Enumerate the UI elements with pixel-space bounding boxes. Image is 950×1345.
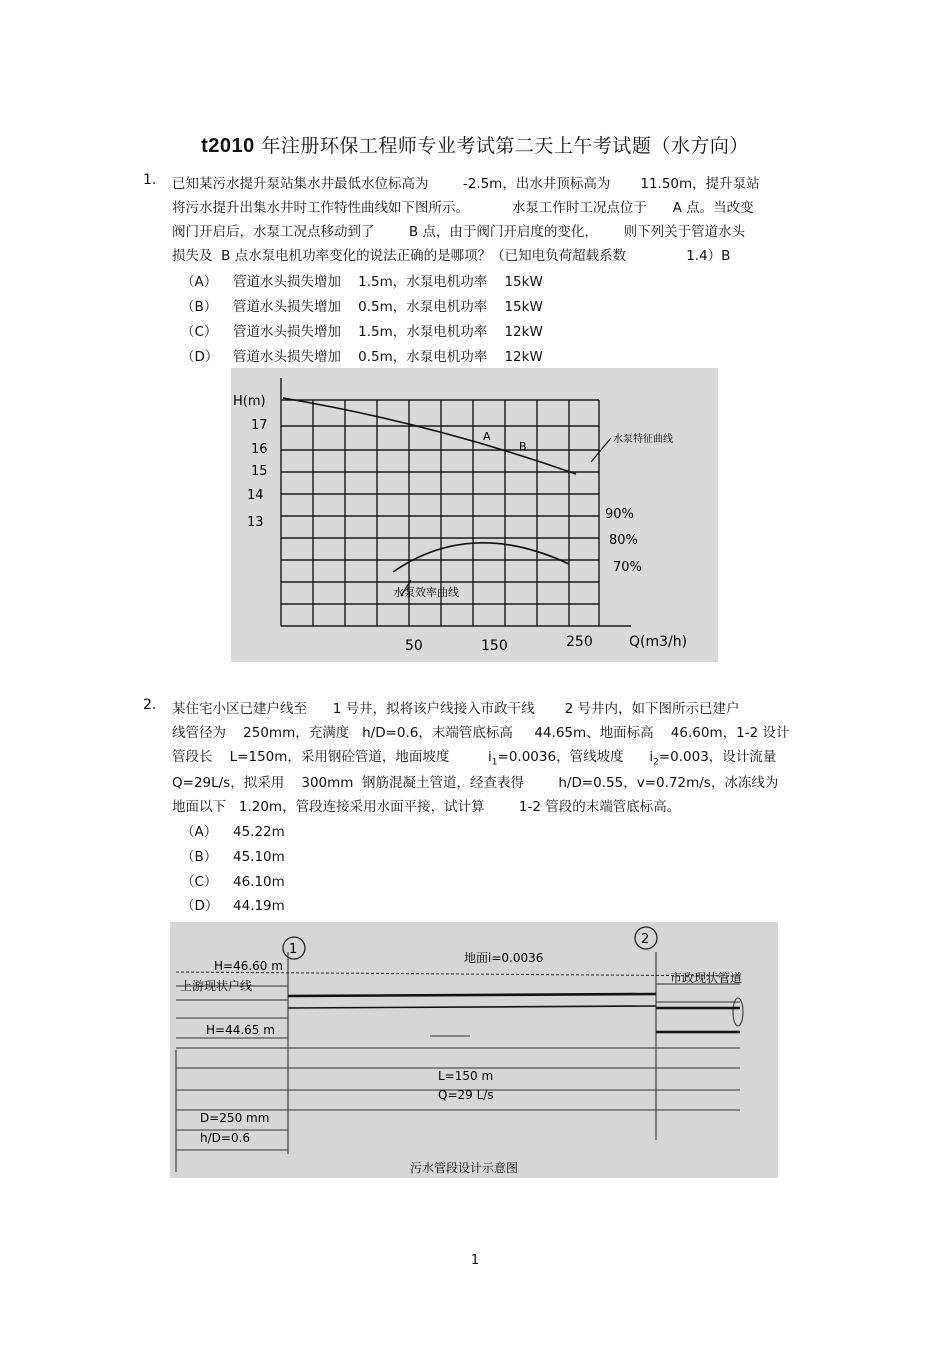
q1-line-4: 损失及 B 点水泵电机功率变化的说法正确的是哪项？（已知电负荷超载系数 1.4）B <box>172 248 731 264</box>
q2-option-a <box>181 820 285 840</box>
sewer-pipe-figure <box>170 922 778 1178</box>
y-axis-label: H(m) <box>233 394 266 409</box>
q2-line-3 <box>172 745 776 768</box>
y-tick-16: 16 <box>251 442 268 457</box>
q2-line-3-part3: =0.003，设计流量 <box>658 749 777 765</box>
q2-number: 2. <box>143 697 157 713</box>
figure-background <box>231 368 718 662</box>
pump-curve-svg <box>231 368 718 662</box>
q1-option-a <box>181 270 543 290</box>
q2-sub-2: 2 <box>653 757 659 768</box>
q2-option-a-text: 45.22m <box>233 824 285 840</box>
q1-option-b <box>181 295 543 315</box>
q2-option-d <box>181 894 285 914</box>
q1-option-d-label: （D） <box>181 349 219 365</box>
well-2-label: 2 <box>641 932 650 947</box>
x-tick-250: 250 <box>566 634 593 650</box>
q2-sub-1: 1 <box>491 757 498 768</box>
q2-line-2: 线管径为 250mm，充满度 h/D=0.6，末端管底标高 44.65m、地面标高 46.60m，1-2 设计 <box>172 725 790 741</box>
q1-option-c-text: 管道水头损失增加 1.5m，水泵电机功率 12kW <box>233 324 543 340</box>
page-number: 1 <box>470 1253 480 1268</box>
q1-line-1: 已知某污水提升泵站集水井最低水位标高为 -2.5m，出水井顶标高为 11.50m，提升泵站 <box>172 176 760 192</box>
y-tick-17: 17 <box>251 418 268 433</box>
q2-option-d-text: 44.19m <box>233 898 285 914</box>
q2-line-3-part1: 管段长 L=150m，采用钢砼管道，地面坡度 i <box>172 749 492 765</box>
q1-option-c-label: （C） <box>181 324 218 340</box>
q2-option-d-label: （D） <box>181 898 219 914</box>
q2-i-letter: i <box>649 749 654 765</box>
q2-option-b-label: （B） <box>181 849 218 865</box>
pump-curve-label: 水泵特征曲线 <box>613 434 673 445</box>
efficiency-curve-label: 水泵效率曲线 <box>393 586 459 599</box>
x-tick-50: 50 <box>405 638 423 654</box>
q1-option-c <box>181 320 543 340</box>
eff-tick-70: 70% <box>613 560 642 575</box>
x-tick-150: 150 <box>481 638 508 654</box>
q1-option-a-label: （A） <box>181 274 218 290</box>
ground-elevation-label: H=46.60 m <box>214 959 283 973</box>
pipe-length-label: L=150 m <box>438 1069 494 1083</box>
q2-option-c <box>181 870 285 890</box>
well-1-label: 1 <box>289 942 298 957</box>
q2-option-b <box>181 845 285 865</box>
page-title <box>0 131 950 158</box>
q1-option-b-text: 管道水头损失增加 0.5m，水泵电机功率 15kW <box>233 299 543 315</box>
title-prefix: t2010 <box>201 135 255 157</box>
fill-ratio-label: h/D=0.6 <box>200 1131 251 1145</box>
q2-line-4: Q=29L/s，拟采用 300mm 钢筋混凝土管道，经查表得 h/D=0.55，v=0.72m/s，冰冻线为 <box>172 775 779 791</box>
x-axis-label: Q(m3/h) <box>629 634 688 650</box>
municipal-pipe-label: 市政现状管道 <box>670 971 743 985</box>
y-tick-14: 14 <box>247 488 264 503</box>
q1-line-3: 阀门开启后，水泵工况点移动到了 B 点，由于阀门开启度的变化， 则下列关于管道水头 <box>172 224 746 240</box>
pipe-bottom-elevation-label: H=44.65 m <box>206 1023 275 1037</box>
q2-line-1: 某住宅小区已建户线至 1 号井，拟将该户线接入市政干线 2 号井内，如下图所示已建户 <box>172 701 740 717</box>
q2-option-b-text: 45.10m <box>233 849 285 865</box>
upstream-pipe-label: 上游现状户线 <box>180 979 253 993</box>
title-rest: 年注册环保工程师专业考试第二天上午考试题（水方向） <box>254 135 749 157</box>
q2-line-3-part2: =0.0036，管线坡度 <box>497 749 624 765</box>
q1-option-b-label: （B） <box>181 299 218 315</box>
sewer-pipe-svg <box>170 922 778 1178</box>
design-flow-label: Q=29 L/s <box>438 1088 494 1102</box>
q1-option-a-text: 管道水头损失增加 1.5m，水泵电机功率 15kW <box>233 274 543 290</box>
q2-option-c-text: 46.10m <box>233 874 285 890</box>
q1-option-d <box>181 345 543 365</box>
y-tick-13: 13 <box>247 515 264 530</box>
figure-caption: 污水管段设计示意图 <box>410 1161 519 1175</box>
eff-tick-90: 90% <box>605 507 634 522</box>
q1-option-d-text: 管道水头损失增加 0.5m，水泵电机功率 12kW <box>233 349 543 365</box>
q1-line-2: 将污水提升出集水井时工作特性曲线如下图所示。 水泵工作时工况点位于 A 点。当改变 <box>172 200 754 216</box>
q1-number: 1. <box>143 172 157 188</box>
q2-option-a-label: （A） <box>181 824 218 840</box>
pump-curve-figure <box>231 368 718 662</box>
point-b-label: B <box>519 440 527 453</box>
ground-slope-label: 地面i=0.0036 <box>464 951 544 965</box>
y-tick-15: 15 <box>251 464 268 479</box>
point-a-label: A <box>483 430 491 443</box>
q2-option-c-label: （C） <box>181 874 218 890</box>
q2-line-5: 地面以下 1.20m，管段连接采用水面平接，试计算 1-2 管段的末端管底标高。 <box>172 799 681 815</box>
eff-tick-80: 80% <box>609 533 638 548</box>
pipe-diameter-label: D=250 mm <box>200 1111 270 1125</box>
